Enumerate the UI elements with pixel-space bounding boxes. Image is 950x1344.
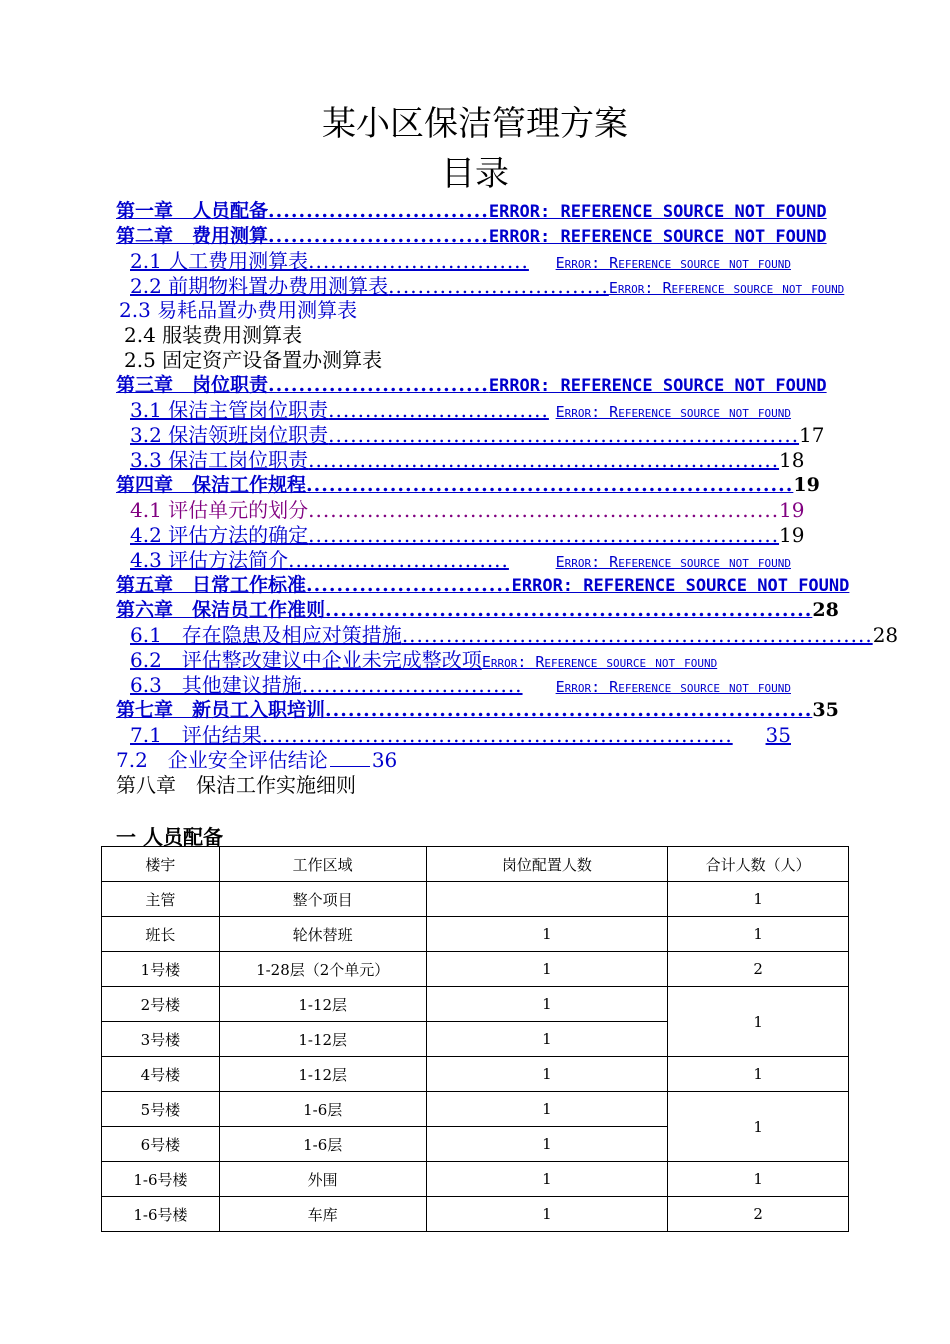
toc-entry-7-1[interactable]: 7.1 评估结果 ................................................................ 35: [130, 723, 791, 747]
table-cell: 1: [426, 987, 668, 1022]
table-cell: 1: [426, 1197, 668, 1232]
table-cell: 4号楼: [102, 1057, 220, 1092]
table-cell: 6号楼: [102, 1127, 220, 1162]
document-title: 某小区保洁管理方案: [322, 104, 628, 144]
table-cell: 轮休替班: [219, 917, 426, 952]
toc-entry-6-2[interactable]: 6.2 评估整改建议中企业未完成整改项 Error: Reference source not found: [130, 648, 718, 672]
table-row: [102, 1057, 849, 1092]
header-staff-per-post: 岗位配置人数: [426, 847, 668, 882]
table-cell: 5号楼: [102, 1092, 220, 1127]
section-heading: 一 人员配备: [116, 825, 223, 849]
table-row: [102, 952, 849, 987]
table-row: [102, 987, 849, 1022]
table-cell: 1: [668, 882, 849, 917]
table-cell-merged: 1: [668, 987, 849, 1057]
toc-entry-chapter-4[interactable]: 第四章 保洁工作规程 ................................................................ 19: [116, 474, 820, 496]
header-work-area: 工作区域: [219, 847, 426, 882]
toc-entry-3-2[interactable]: 3.2 保洁领班岗位职责 ................................................................ 17: [130, 423, 825, 447]
table-cell: 1: [426, 952, 668, 987]
toc-entry-2-3[interactable]: 2.3 易耗品置办费用测算表: [119, 298, 358, 322]
table-cell: 2号楼: [102, 987, 220, 1022]
table-cell: 主管: [102, 882, 220, 917]
toc-entry-2-1[interactable]: 2.1 人工费用测算表 .............................. Error: Reference source not found: [130, 249, 791, 273]
table-cell: 1: [426, 1022, 668, 1057]
toc-entry-4-1[interactable]: 4.1 评估单元的划分 ................................................................ 19: [130, 498, 805, 522]
table-cell-merged: 1: [668, 1092, 849, 1162]
table-cell: 1-6号楼: [102, 1162, 220, 1197]
table-cell: 1: [426, 1127, 668, 1162]
header-total-staff: 合计人数（人）: [668, 847, 849, 882]
table-cell: 2: [668, 1197, 849, 1232]
toc-entry-2-5: 2.5 固定资产设备置办测算表: [124, 348, 383, 372]
table-header-row: [102, 847, 849, 882]
table-cell: 1: [426, 917, 668, 952]
table-cell: 1号楼: [102, 952, 220, 987]
table-cell: 1-12层: [219, 1057, 426, 1092]
table-row: [102, 917, 849, 952]
table-cell: 外围: [219, 1162, 426, 1197]
table-cell: 1: [426, 1057, 668, 1092]
table-cell: 1: [426, 1092, 668, 1127]
toc-entry-chapter-6[interactable]: 第六章 保洁员工作准则 ................................................................ 28: [116, 599, 839, 621]
table-row: [102, 1092, 849, 1127]
table-cell: 1: [426, 1162, 668, 1197]
table-cell: 班长: [102, 917, 220, 952]
table-cell: 3号楼: [102, 1022, 220, 1057]
table-cell: 1-12层: [219, 1022, 426, 1057]
toc-entry-3-1[interactable]: 3.1 保洁主管岗位职责 .............................. Error: Reference source not found: [130, 398, 791, 422]
table-cell: 2: [668, 952, 849, 987]
toc-entry-7-2[interactable]: 7.2 企业安全评估结论 36: [116, 748, 398, 772]
toc-entry-3-3[interactable]: 3.3 保洁工岗位职责 ................................................................ 18: [130, 448, 805, 472]
table-cell: 1-6层: [219, 1127, 426, 1162]
table-row: [102, 1197, 849, 1232]
toc-entry-2-4: 2.4 服装费用测算表: [124, 323, 303, 347]
table-cell: 车库: [219, 1197, 426, 1232]
toc-entry-4-2[interactable]: 4.2 评估方法的确定 ................................................................ 19: [130, 523, 805, 547]
table-cell: 1-12层: [219, 987, 426, 1022]
table-row: [102, 882, 849, 917]
table-cell: 1: [668, 1057, 849, 1092]
toc-entry-chapter-7[interactable]: 第七章 新员工入职培训 ................................................................ 35: [116, 699, 839, 721]
toc-entry-4-3[interactable]: 4.3 评估方法简介 .............................. Error: Reference source not found: [130, 548, 791, 572]
toc-entry-6-1[interactable]: 6.1 存在隐患及相应对策措施 ................................................................ 28: [130, 623, 899, 647]
table-cell: 1: [668, 917, 849, 952]
staffing-table: [101, 846, 849, 1232]
toc-underline-gap: [330, 766, 370, 767]
toc-title: 目录: [441, 154, 509, 194]
toc-entry-chapter-3[interactable]: 第三章 岗位职责 ............................. ERROR: REFERENCE SOURCE NOT FOUND: [116, 374, 827, 396]
toc-entry-chapter-5[interactable]: 第五章 日常工作标准 ........................... ERROR: REFERENCE SOURCE NOT FOUND: [116, 574, 850, 596]
toc-entry-6-3[interactable]: 6.3 其他建议措施 .............................. Error: Reference source not found: [130, 673, 791, 697]
table-cell: 1-6号楼: [102, 1197, 220, 1232]
table-cell: [426, 882, 668, 917]
toc-entry-chapter-2[interactable]: 第二章 费用测算 ............................. ERROR: REFERENCE SOURCE NOT FOUND: [116, 225, 827, 247]
table-cell: 1-6层: [219, 1092, 426, 1127]
toc-entry-2-2[interactable]: 2.2 前期物料置办费用测算表 .............................. Error: Reference source not found: [130, 274, 845, 298]
table-row: [102, 1162, 849, 1197]
toc-entry-chapter-8: 第八章 保洁工作实施细则: [116, 773, 356, 797]
table-cell: 1-28层（2个单元）: [219, 952, 426, 987]
header-building: 楼宇: [102, 847, 220, 882]
table-cell: 整个项目: [219, 882, 426, 917]
table-cell: 1: [668, 1162, 849, 1197]
toc-entry-chapter-1[interactable]: 第一章 人员配备 ............................. ERROR: REFERENCE SOURCE NOT FOUND: [116, 200, 827, 222]
